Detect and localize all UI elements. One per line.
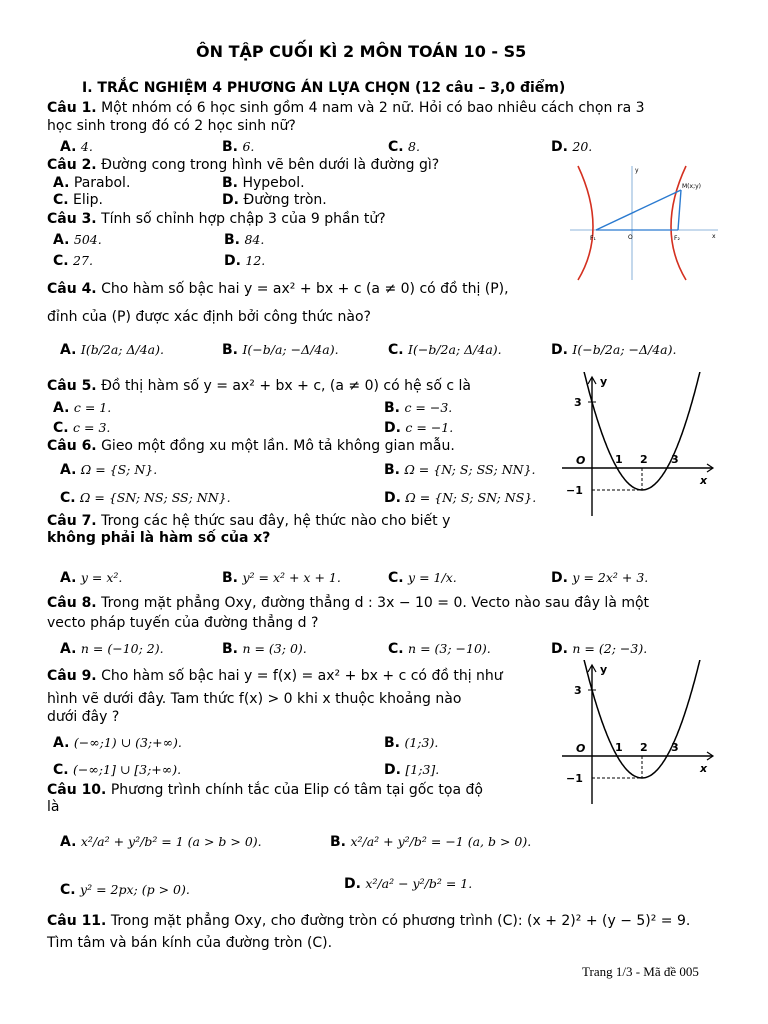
option-d[interactable]: D. x²/a² − y²/b² = 1. bbox=[344, 876, 473, 892]
question-8: Câu 8. Trong mặt phẳng Oxy, đường thẳng d : 3x − 10 = 0. Vecto nào sau đây là một bbox=[47, 595, 650, 611]
question-10: Câu 10. Phương trình chính tắc của Elip có tâm tại gốc tọa độ bbox=[47, 782, 483, 798]
label-o: O bbox=[576, 742, 586, 755]
parabola-graph bbox=[562, 372, 713, 516]
tick-label-ym1: −1 bbox=[566, 772, 583, 785]
question-text: Tìm tâm và bán kính của đường tròn (C). bbox=[47, 935, 333, 951]
option-a[interactable]: A. y = x². bbox=[60, 570, 123, 586]
option-a[interactable]: A. Ω = {S; N}. bbox=[60, 462, 158, 478]
question-text: là bbox=[47, 799, 60, 815]
question-text: đỉnh của (P) được xác định bởi công thức nào? bbox=[47, 309, 371, 325]
option-b[interactable]: B. (1;3). bbox=[384, 735, 439, 751]
option-c[interactable]: C. y = 1/x. bbox=[388, 570, 457, 586]
option-a[interactable]: A. (−∞;1) ∪ (3;+∞). bbox=[53, 735, 182, 751]
tick-label-x1: 1 bbox=[615, 453, 623, 466]
label-f2: F₂ bbox=[674, 235, 680, 242]
option-d[interactable]: D. y = 2x² + 3. bbox=[551, 570, 649, 586]
parabola-figure-2 bbox=[560, 660, 720, 808]
question-11: Câu 11. Trong mặt phẳng Oxy, cho đường tròn có phương trình (C): (x + 2)² + (y − 5)² = 9. bbox=[47, 913, 691, 929]
question-text: dưới đây ? bbox=[47, 709, 120, 725]
question-5: Câu 5. Đồ thị hàm số y = ax² + bx + c, (a ≠ 0) có hệ số c là bbox=[47, 378, 471, 394]
label-y: y bbox=[600, 663, 608, 676]
parabola-figure-1 bbox=[560, 372, 720, 520]
question-3: Câu 3. Tính số chỉnh hợp chập 3 của 9 phần tử? bbox=[47, 211, 386, 227]
question-text: Một nhóm có 6 học sinh gồm 4 nam và 2 nữ. Hỏi có bao nhiêu cách chọn ra 3 bbox=[101, 100, 645, 116]
tick-label-x1: 1 bbox=[615, 741, 623, 754]
label-x: x bbox=[700, 762, 708, 775]
option-c[interactable]: C. Elip. bbox=[53, 192, 104, 208]
segment-mf2 bbox=[678, 190, 681, 230]
parabola-curve bbox=[580, 372, 701, 490]
label-y: y bbox=[600, 375, 608, 388]
option-c[interactable]: C. Ω = {SN; NS; SS; NN}. bbox=[60, 490, 231, 506]
section-heading: I. TRẮC NGHIỆM 4 PHƯƠNG ÁN LỰA CHỌN (12 câu – 3,0 điểm) bbox=[82, 80, 566, 96]
tick-label-x3: 3 bbox=[671, 453, 679, 466]
option-a[interactable]: A. Parabol. bbox=[53, 175, 131, 191]
option-c[interactable]: C. 8. bbox=[388, 139, 420, 155]
hyperbola-figure bbox=[568, 162, 720, 282]
option-a[interactable]: A. 504. bbox=[53, 232, 102, 248]
tick-label-x3: 3 bbox=[671, 741, 679, 754]
option-c[interactable]: C. 27. bbox=[53, 253, 93, 269]
question-4: Câu 4. Cho hàm số bậc hai y = ax² + bx + c (a ≠ 0) có đồ thị (P), bbox=[47, 281, 509, 297]
parabola-curve bbox=[580, 660, 701, 778]
option-c[interactable]: C. n = (3; −10). bbox=[388, 641, 491, 657]
option-b[interactable]: B. 84. bbox=[224, 232, 265, 248]
option-c[interactable]: C. (−∞;1] ∪ [3;+∞). bbox=[53, 762, 182, 778]
tick-label-y3: 3 bbox=[574, 684, 582, 697]
page-footer: Trang 1/3 - Mã đề 005 bbox=[582, 964, 699, 979]
question-label: Câu 1. bbox=[47, 100, 97, 116]
option-d[interactable]: D. c = −1. bbox=[384, 420, 454, 436]
tick-label-x2: 2 bbox=[640, 741, 648, 754]
page-title: ÔN TẬP CUỐI KÌ 2 MÔN TOÁN 10 - S5 bbox=[196, 42, 527, 61]
question-1 bbox=[47, 100, 645, 116]
label-o: O bbox=[628, 234, 633, 241]
option-b[interactable]: B. n = (3; 0). bbox=[222, 641, 307, 657]
option-c[interactable]: C. y² = 2px; (p > 0). bbox=[60, 882, 190, 898]
label-o: O bbox=[576, 454, 586, 467]
option-d[interactable]: D. I(−b/2a; −Δ/4a). bbox=[551, 342, 677, 358]
segment-mf1 bbox=[596, 190, 681, 230]
option-b[interactable]: B. y² = x² + x + 1. bbox=[222, 570, 341, 586]
question-text: vecto pháp tuyến của đường thẳng d ? bbox=[47, 615, 319, 631]
question-2: Câu 2. Đường cong trong hình vẽ bên dưới là đường gì? bbox=[47, 157, 440, 173]
question-text: hình vẽ dưới đây. Tam thức f(x) > 0 khi x thuộc khoảng nào bbox=[47, 691, 462, 707]
label-y: y bbox=[635, 167, 639, 174]
option-d[interactable]: D. Đường tròn. bbox=[222, 192, 327, 208]
tick-label-y3: 3 bbox=[574, 396, 582, 409]
option-d[interactable]: D. n = (2; −3). bbox=[551, 641, 648, 657]
option-b[interactable]: B. c = −3. bbox=[384, 400, 453, 416]
parabola-graph bbox=[562, 660, 713, 804]
option-b[interactable]: B. x²/a² + y²/b² = −1 (a, b > 0). bbox=[330, 834, 532, 850]
option-c[interactable]: C. c = 3. bbox=[53, 420, 111, 436]
tick-label-x2: 2 bbox=[640, 453, 648, 466]
option-a[interactable]: A. n = (−10; 2). bbox=[60, 641, 164, 657]
option-b[interactable]: B. Ω = {N; S; SS; NN}. bbox=[384, 462, 536, 478]
label-m: M(x;y) bbox=[682, 183, 701, 190]
option-d[interactable]: D. 20. bbox=[551, 139, 593, 155]
option-d[interactable]: D. [1;3]. bbox=[384, 762, 440, 778]
option-b[interactable]: B. I(−b/a; −Δ/4a). bbox=[222, 342, 339, 358]
question-9: Câu 9. Cho hàm số bậc hai y = f(x) = ax² + bx + c có đồ thị như bbox=[47, 668, 503, 684]
question-text: học sinh trong đó có 2 học sinh nữ? bbox=[47, 118, 296, 134]
tick-label-ym1: −1 bbox=[566, 484, 583, 497]
option-a[interactable]: A. x²/a² + y²/b² = 1 (a > b > 0). bbox=[60, 834, 262, 850]
label-x: x bbox=[712, 233, 716, 240]
left-branch bbox=[578, 166, 593, 280]
option-b[interactable]: B. Hypebol. bbox=[222, 175, 305, 191]
option-b[interactable]: B. 6. bbox=[222, 139, 255, 155]
option-a[interactable]: A. I(b/2a; Δ/4a). bbox=[60, 342, 164, 358]
option-a[interactable]: A. 4. bbox=[60, 139, 93, 155]
label-f1: F₁ bbox=[590, 235, 596, 242]
option-c[interactable]: C. I(−b/2a; Δ/4a). bbox=[388, 342, 502, 358]
question-text: không phải là hàm số của x? bbox=[47, 530, 271, 546]
option-a[interactable]: A. c = 1. bbox=[53, 400, 112, 416]
question-7: Câu 7. Trong các hệ thức sau đây, hệ thức nào cho biết y bbox=[47, 513, 451, 529]
label-x: x bbox=[700, 474, 708, 487]
option-d[interactable]: D. 12. bbox=[224, 253, 266, 269]
option-d[interactable]: D. Ω = {N; S; SN; NS}. bbox=[384, 490, 537, 506]
question-6: Câu 6. Gieo một đồng xu một lần. Mô tả không gian mẫu. bbox=[47, 438, 455, 454]
